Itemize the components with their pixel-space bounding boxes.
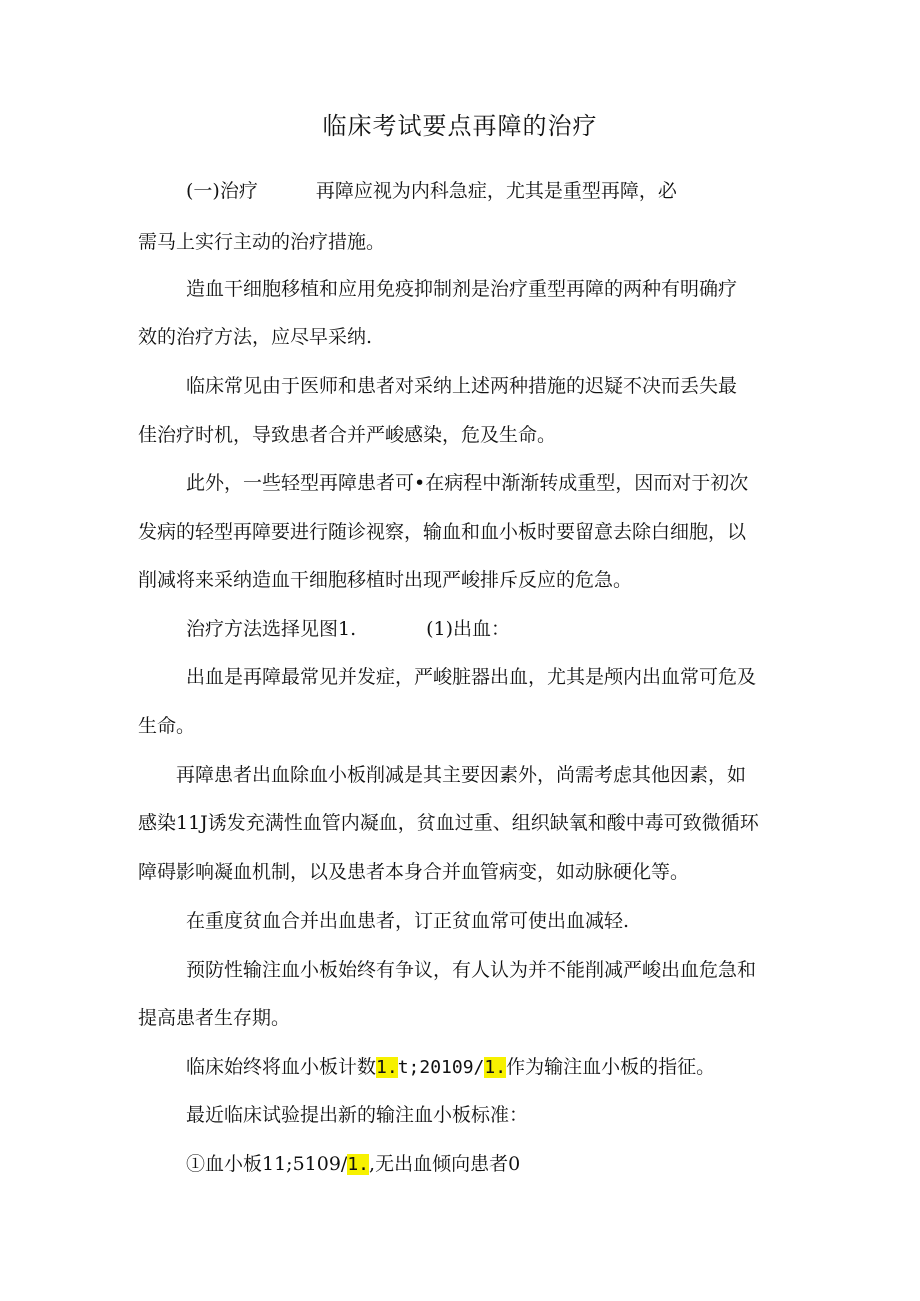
paragraph-line: 最近临床试验提出新的输注血小板标准：: [186, 1104, 529, 1126]
text-run: t;20109/: [397, 1057, 485, 1078]
paragraph-line: 出血是再障最常见并发症，严峻脏器出血，尤其是颅内出血常可危及: [186, 666, 757, 688]
text-run: 治疗方法选择见图1.: [186, 618, 357, 640]
highlighted-text: 1.: [376, 1057, 398, 1078]
paragraph-line: 在重度贫血合并出血患者，订正贫血常可使出血减轻.: [186, 910, 630, 932]
paragraph-line: 生命。: [138, 715, 196, 737]
subsection-label: (1)出血：: [426, 618, 511, 640]
paragraph-line: [186, 1052, 715, 1083]
paragraph-line: 再障患者出血除血小板削减是其主要因素外，尚需考虑其他因素，如: [176, 764, 747, 786]
text-run: 再障应视为内科急症，尤其是重型再障，必: [315, 180, 677, 202]
paragraph-line: 障碍影响凝血机制，以及患者本身合并血管病变，如动脉硬化等。: [138, 861, 690, 883]
text-run: ,无出血倾向患者0: [369, 1153, 521, 1175]
paragraph-line: 感染11J诱发充满性血管内凝血，贫血过重、组织缺氧和酸中毒可致微循环: [138, 812, 759, 834]
paragraph-line: 发病的轻型再障要进行随诊视察，输血和血小板时要留意去除白细胞，以: [138, 521, 747, 543]
paragraph-line: [186, 176, 677, 206]
paragraph-line: 佳治疗时机，导致患者合并严峻感染，危及生命。: [138, 424, 557, 446]
paragraph-line: 造血干细胞移植和应用免疫抑制剂是治疗重型再障的两种有明确疗: [186, 278, 738, 300]
paragraph-line: 提高患者生存期。: [138, 1007, 291, 1029]
paragraph-line: 需马上实行主动的治疗措施。: [138, 231, 386, 253]
paragraph-line: 削减将来采纳造血干细胞移植时出现严峻排斥反应的危急。: [138, 569, 633, 591]
text-run: 临床始终将血小板计数: [186, 1056, 377, 1078]
paragraph-line: [186, 614, 510, 644]
paragraph-line: [186, 1149, 520, 1180]
text-run: ①血小板11;5109/: [186, 1153, 348, 1175]
text-run: 作为输注血小板的指征。: [506, 1056, 716, 1078]
paragraph-line: 临床常见由于医师和患者对采纳上述两种措施的迟疑不决而丢失最: [186, 375, 738, 397]
paragraph-line: 效的治疗方法，应尽早采纳.: [138, 326, 373, 348]
section-label: (一)治疗: [186, 180, 258, 202]
paragraph-line: 预防性输注血小板始终有争议，有人认为并不能削减严峻出血危急和: [186, 959, 757, 981]
page-title: 临床考试要点再障的治疗: [322, 112, 598, 140]
highlighted-text: 1.: [347, 1154, 370, 1175]
highlighted-text: 1.: [484, 1057, 507, 1078]
paragraph-line: 此外，一些轻型再障患者可•在病程中渐渐转成重型，因而对于初次: [186, 472, 749, 494]
